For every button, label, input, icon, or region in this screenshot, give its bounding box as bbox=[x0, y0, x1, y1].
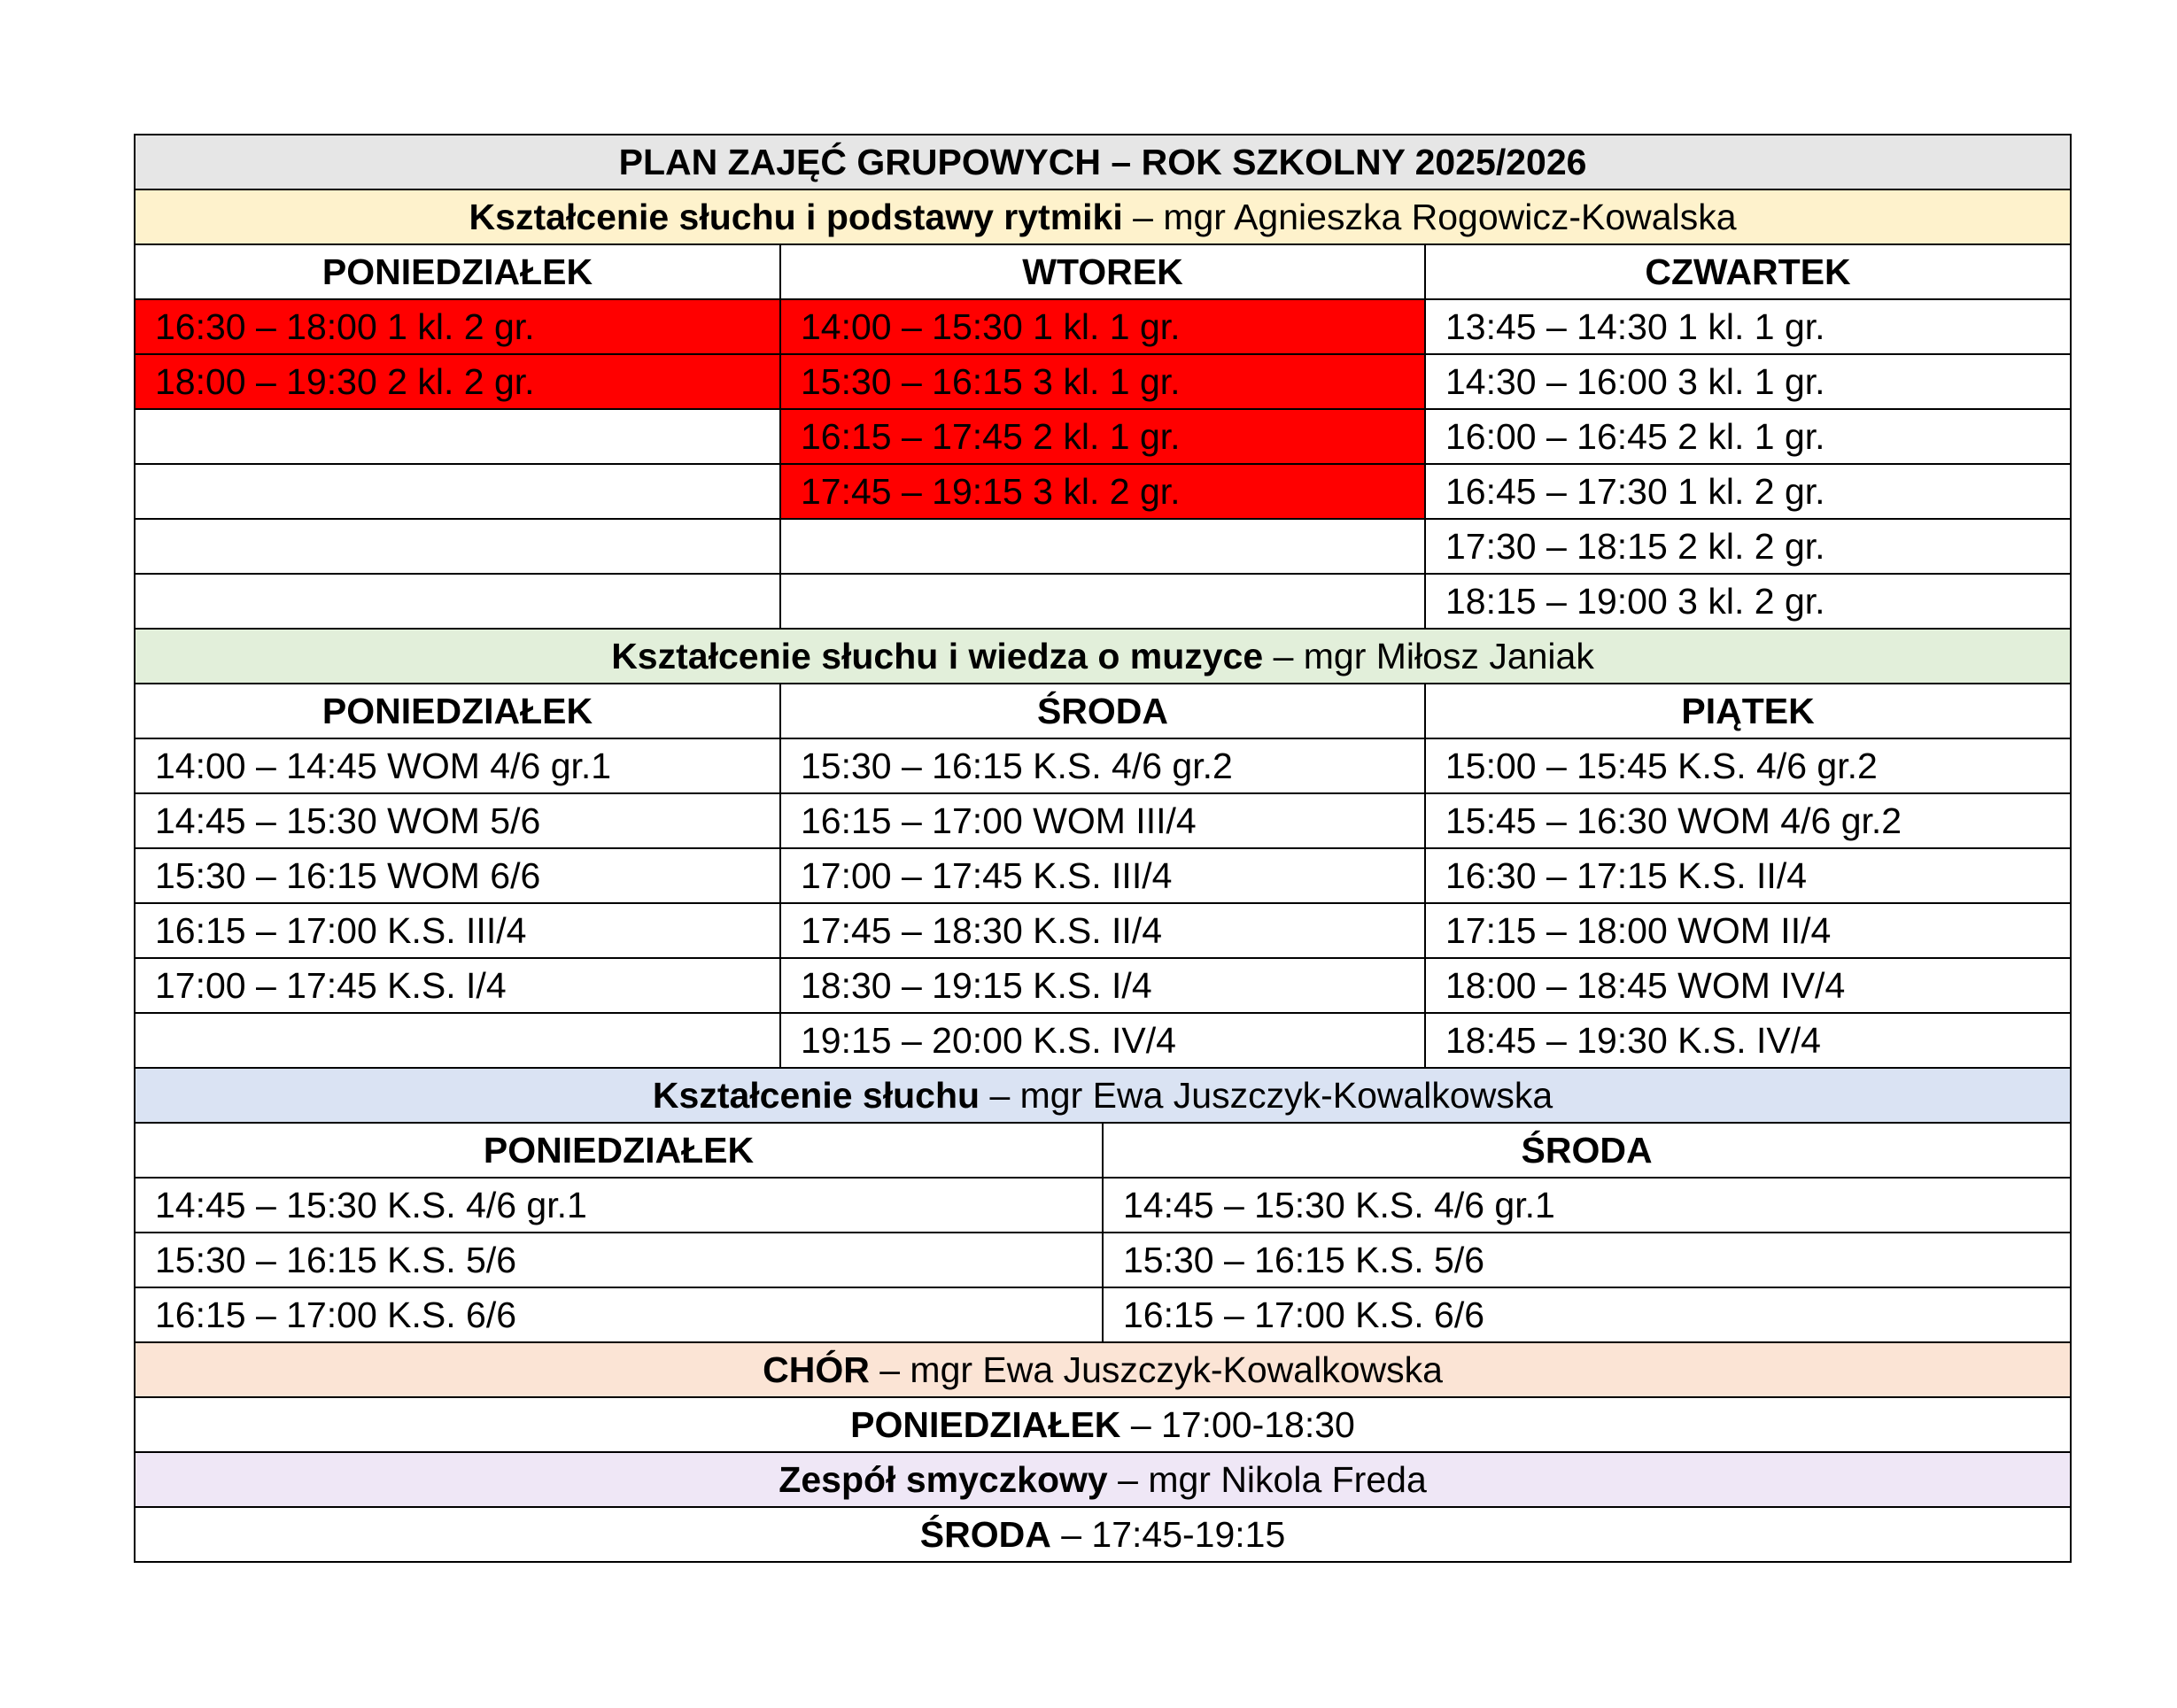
schedule-cell bbox=[135, 1013, 780, 1068]
title-row bbox=[135, 135, 2071, 189]
schedule-cell: 14:45 – 15:30 K.S. 4/6 gr.1 bbox=[135, 1178, 1103, 1233]
schedule-cell: 16:15 – 17:00 K.S. 6/6 bbox=[135, 1287, 1103, 1342]
subject-name: CHÓR bbox=[763, 1349, 870, 1390]
section-header-zespol-smyczkowy bbox=[135, 1452, 2071, 1507]
schedule-cell bbox=[135, 1507, 2071, 1562]
schedule-cell bbox=[135, 409, 780, 464]
schedule-cell: 15:45 – 16:30 WOM 4/6 gr.2 bbox=[1425, 793, 2071, 848]
day-header-row bbox=[135, 684, 2071, 738]
section-heading bbox=[135, 629, 2071, 684]
teacher-name: – mgr Agnieszka Rogowicz-Kowalska bbox=[1122, 197, 1737, 237]
day-header: PONIEDZIAŁEK bbox=[135, 1123, 1103, 1178]
schedule-cell: 15:30 – 16:15 K.S. 5/6 bbox=[135, 1233, 1103, 1287]
schedule-cell: 14:45 – 15:30 K.S. 4/6 gr.1 bbox=[1103, 1178, 2071, 1233]
schedule-table bbox=[134, 134, 2072, 1563]
schedule-cell: 16:15 – 17:00 K.S. 6/6 bbox=[1103, 1287, 2071, 1342]
table-row bbox=[135, 738, 2071, 793]
schedule-cell: 16:15 – 17:00 K.S. III/4 bbox=[135, 903, 780, 958]
section-heading bbox=[135, 1068, 2071, 1123]
day-label: PONIEDZIAŁEK bbox=[850, 1404, 1121, 1445]
schedule-cell: 16:00 – 16:45 2 kl. 1 gr. bbox=[1425, 409, 2071, 464]
schedule-cell: 18:00 – 19:30 2 kl. 2 gr. bbox=[135, 354, 780, 409]
subject-name: Kształcenie słuchu i podstawy rytmiki bbox=[469, 197, 1123, 237]
schedule-cell: 18:30 – 19:15 K.S. I/4 bbox=[780, 958, 1425, 1013]
table-row bbox=[135, 958, 2071, 1013]
schedule-cell: 17:00 – 17:45 K.S. I/4 bbox=[135, 958, 780, 1013]
subject-name: Kształcenie słuchu bbox=[652, 1075, 980, 1116]
schedule-cell: 17:45 – 18:30 K.S. II/4 bbox=[780, 903, 1425, 958]
schedule-cell: 16:15 – 17:45 2 kl. 1 gr. bbox=[780, 409, 1425, 464]
table-row bbox=[135, 793, 2071, 848]
section-heading bbox=[135, 1342, 2071, 1397]
schedule-cell: 15:30 – 16:15 K.S. 5/6 bbox=[1103, 1233, 2071, 1287]
schedule-cell: 19:15 – 20:00 K.S. IV/4 bbox=[780, 1013, 1425, 1068]
subject-name: Zespół smyczkowy bbox=[779, 1459, 1108, 1500]
teacher-name: – mgr Miłosz Janiak bbox=[1263, 636, 1594, 676]
day-header: PIĄTEK bbox=[1425, 684, 2071, 738]
schedule-cell: 16:45 – 17:30 1 kl. 2 gr. bbox=[1425, 464, 2071, 519]
table-row bbox=[135, 1507, 2071, 1562]
teacher-name: – mgr Nikola Freda bbox=[1107, 1459, 1427, 1500]
schedule-cell: 16:15 – 17:00 WOM III/4 bbox=[780, 793, 1425, 848]
page-title: PLAN ZAJĘĆ GRUPOWYCH – ROK SZKOLNY 2025/2026 bbox=[135, 135, 2071, 189]
table-row bbox=[135, 464, 2071, 519]
day-header: ŚRODA bbox=[1103, 1123, 2071, 1178]
schedule-cell: 15:30 – 16:15 3 kl. 1 gr. bbox=[780, 354, 1425, 409]
table-row bbox=[135, 1397, 2071, 1452]
time-label: – 17:00-18:30 bbox=[1120, 1404, 1355, 1445]
table-row bbox=[135, 1233, 2071, 1287]
schedule-cell bbox=[780, 519, 1425, 574]
section-header-ksztalcenie-sluchu bbox=[135, 1068, 2071, 1123]
time-label: – 17:45-19:15 bbox=[1050, 1514, 1286, 1555]
section-header-rytmika bbox=[135, 189, 2071, 244]
schedule-cell bbox=[135, 574, 780, 629]
schedule-cell: 15:30 – 16:15 K.S. 4/6 gr.2 bbox=[780, 738, 1425, 793]
table-row bbox=[135, 903, 2071, 958]
table-row bbox=[135, 1178, 2071, 1233]
schedule-cell bbox=[135, 464, 780, 519]
table-row bbox=[135, 1287, 2071, 1342]
schedule-cell: 18:45 – 19:30 K.S. IV/4 bbox=[1425, 1013, 2071, 1068]
day-header-row bbox=[135, 1123, 2071, 1178]
day-header-row bbox=[135, 244, 2071, 299]
schedule-cell: 15:30 – 16:15 WOM 6/6 bbox=[135, 848, 780, 903]
section-header-wiedza bbox=[135, 629, 2071, 684]
schedule-cell: 14:00 – 15:30 1 kl. 1 gr. bbox=[780, 299, 1425, 354]
schedule-cell: 18:15 – 19:00 3 kl. 2 gr. bbox=[1425, 574, 2071, 629]
table-row bbox=[135, 409, 2071, 464]
schedule-cell: 17:15 – 18:00 WOM II/4 bbox=[1425, 903, 2071, 958]
schedule-cell: 15:00 – 15:45 K.S. 4/6 gr.2 bbox=[1425, 738, 2071, 793]
section-heading bbox=[135, 1452, 2071, 1507]
table-row bbox=[135, 574, 2071, 629]
schedule-cell bbox=[135, 519, 780, 574]
section-heading bbox=[135, 189, 2071, 244]
subject-name: Kształcenie słuchu i wiedza o muzyce bbox=[611, 636, 1264, 676]
schedule-cell: 17:30 – 18:15 2 kl. 2 gr. bbox=[1425, 519, 2071, 574]
day-header: ŚRODA bbox=[780, 684, 1425, 738]
day-label: ŚRODA bbox=[919, 1514, 1051, 1555]
table-row bbox=[135, 1013, 2071, 1068]
schedule-cell: 14:00 – 14:45 WOM 4/6 gr.1 bbox=[135, 738, 780, 793]
schedule-cell: 16:30 – 18:00 1 kl. 2 gr. bbox=[135, 299, 780, 354]
schedule-cell bbox=[135, 1397, 2071, 1452]
schedule-cell: 14:30 – 16:00 3 kl. 1 gr. bbox=[1425, 354, 2071, 409]
teacher-name: – mgr Ewa Juszczyk-Kowalkowska bbox=[869, 1349, 1443, 1390]
schedule-cell: 13:45 – 14:30 1 kl. 1 gr. bbox=[1425, 299, 2071, 354]
schedule-cell: 14:45 – 15:30 WOM 5/6 bbox=[135, 793, 780, 848]
day-header: WTOREK bbox=[780, 244, 1425, 299]
table-row bbox=[135, 519, 2071, 574]
schedule-cell: 17:45 – 19:15 3 kl. 2 gr. bbox=[780, 464, 1425, 519]
section-header-chor bbox=[135, 1342, 2071, 1397]
teacher-name: – mgr Ewa Juszczyk-Kowalkowska bbox=[980, 1075, 1553, 1116]
day-header: PONIEDZIAŁEK bbox=[135, 244, 780, 299]
day-header: CZWARTEK bbox=[1425, 244, 2071, 299]
schedule-sheet bbox=[134, 134, 2070, 1563]
schedule-cell: 18:00 – 18:45 WOM IV/4 bbox=[1425, 958, 2071, 1013]
schedule-cell: 17:00 – 17:45 K.S. III/4 bbox=[780, 848, 1425, 903]
schedule-cell bbox=[780, 574, 1425, 629]
schedule-cell: 16:30 – 17:15 K.S. II/4 bbox=[1425, 848, 2071, 903]
day-header: PONIEDZIAŁEK bbox=[135, 684, 780, 738]
table-row bbox=[135, 299, 2071, 354]
table-row bbox=[135, 848, 2071, 903]
table-row bbox=[135, 354, 2071, 409]
